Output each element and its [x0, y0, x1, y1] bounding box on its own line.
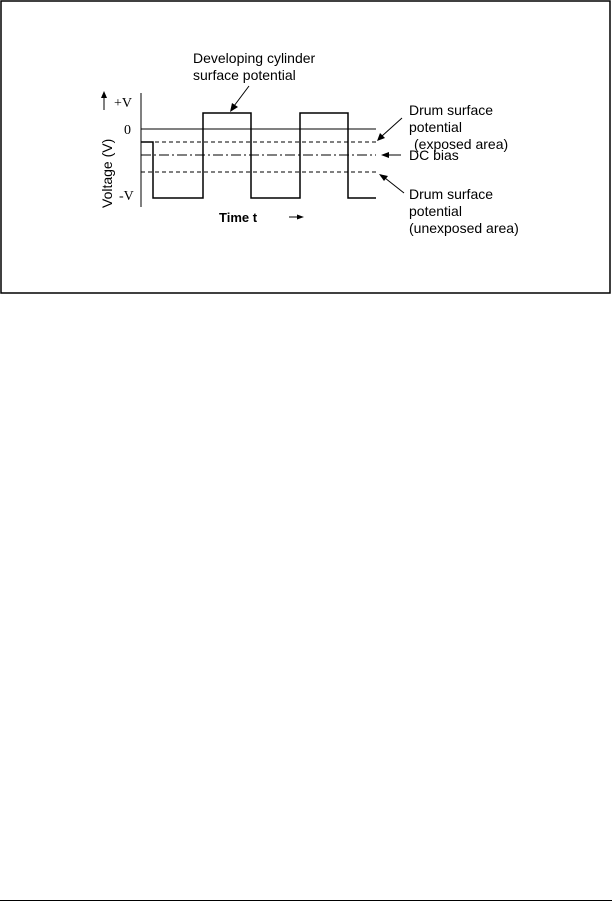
exposed-area-pointer [382, 118, 402, 136]
figure-border [1, 1, 610, 293]
unexposed-area-pointer-head [379, 174, 388, 181]
exposed-area-label-line2: potential [409, 119, 462, 135]
tick-label-plus-v: +V [114, 96, 133, 111]
developing-cylinder-pointer [234, 86, 249, 106]
tick-label-zero: 0 [124, 123, 131, 138]
developing-cylinder-label-line2: surface potential [193, 67, 296, 83]
dc-bias-pointer-head [381, 152, 389, 158]
unexposed-area-label-line3: (unexposed area) [409, 220, 519, 236]
x-axis-label: Time t [219, 210, 258, 225]
y-axis-label: Voltage (V) [99, 138, 115, 208]
voltage-timing-diagram [0, 0, 612, 300]
unexposed-area-label-line1: Drum surface [409, 186, 494, 202]
exposed-area-label-line3: (exposed area) [414, 136, 509, 152]
dc-bias-label: DC bias [409, 147, 459, 163]
y-axis-up-arrowhead [101, 91, 107, 98]
developing-cylinder-pointer-head [230, 103, 238, 112]
x-axis-arrowhead [297, 215, 304, 220]
unexposed-area-label-line2: potential [409, 203, 462, 219]
developing-cylinder-label-line1: Developing cylinder [193, 50, 316, 66]
tick-label-minus-v: -V [119, 189, 134, 204]
exposed-area-label-line1: Drum surface [409, 102, 494, 118]
unexposed-area-pointer [385, 178, 404, 193]
page-bottom-rule [0, 900, 612, 901]
